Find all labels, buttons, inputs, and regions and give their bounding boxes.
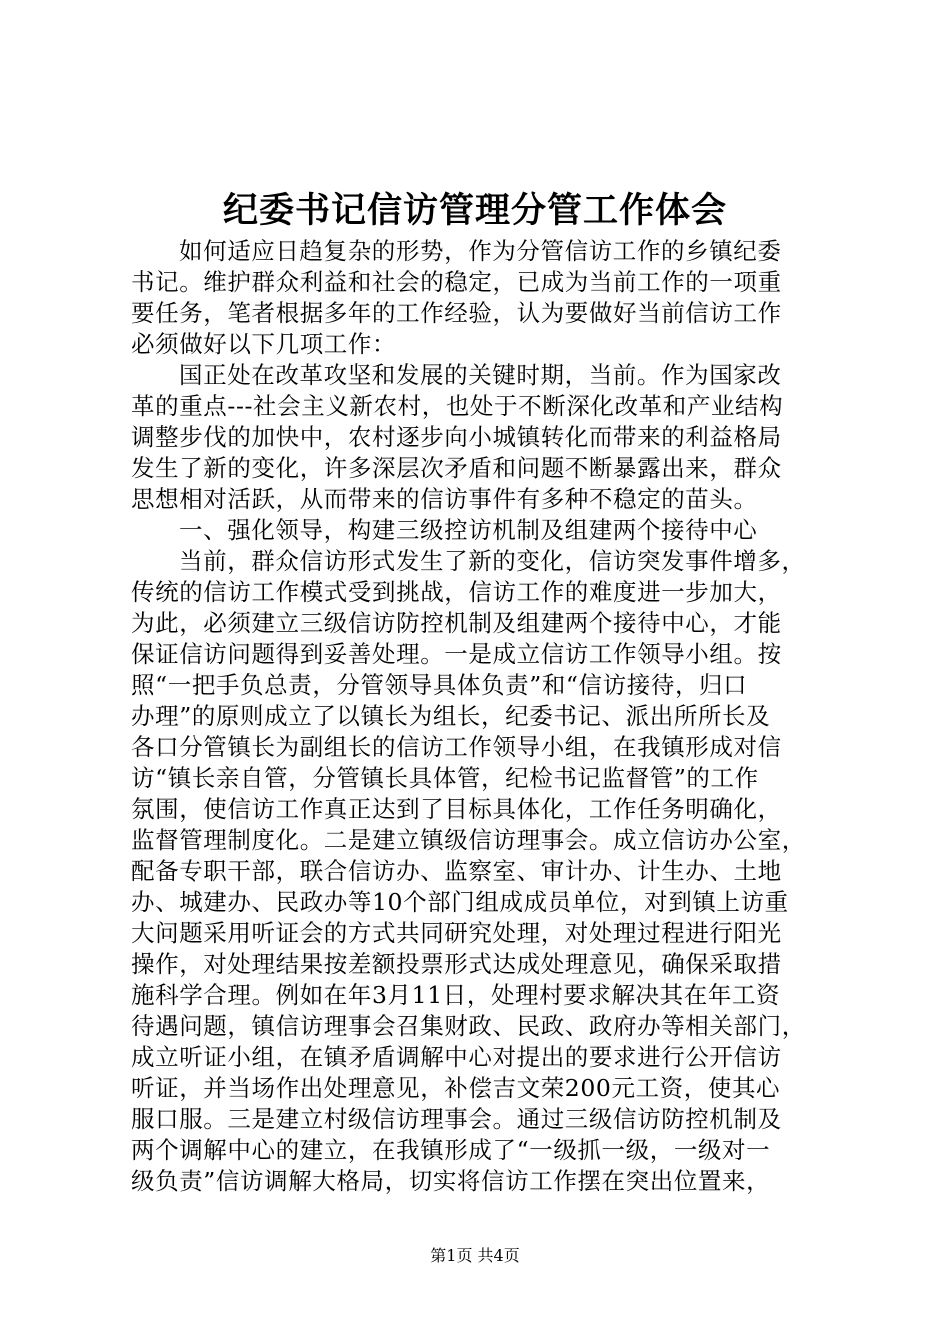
text-line: 发生了新的变化，许多深层次矛盾和问题不断暴露出来，群众 — [131, 454, 782, 482]
text-line: 传统的信访工作模式受到挑战，信访工作的难度进一步加大， — [131, 578, 782, 606]
text-line: 氛围，使信访工作真正达到了目标具体化，工作任务明确化， — [131, 795, 782, 823]
text-line: 办理”的原则成立了以镇长为组长，纪委书记、派出所所长及 — [131, 702, 771, 730]
text-line: 革的重点---社会主义新农村，也处于不断深化改革和产业结构 — [131, 392, 784, 420]
document-title: 纪委书记信访管理分管工作体会 — [222, 190, 727, 231]
text-line: 思想相对活跃，从而带来的信访事件有多种不稳定的苗头。 — [131, 485, 758, 513]
text-line: 保证信访问题得到妥善处理。一是成立信访工作领导小组。按 — [131, 640, 782, 668]
text-line: 各口分管镇长为副组长的信访工作领导小组，在我镇形成对信 — [131, 733, 782, 761]
text-line: 调整步伐的加快中，农村逐步向小城镇转化而带来的利益格局 — [131, 423, 782, 451]
text-line: 为此，必须建立三级信访防控机制及组建两个接待中心，才能 — [131, 609, 782, 637]
text-line: 大问题采用听证会的方式共同研究处理，对处理过程进行阳光 — [131, 919, 782, 947]
text-line: 照“一把手负总责，分管领导具体负责”和“信访接待，归口 — [131, 671, 748, 699]
text-line: 级负责”信访调解大格局，切实将信访工作摆在突出位置来， — [131, 1167, 771, 1195]
text-line: 当前，群众信访形式发生了新的变化，信访突发事件增多， — [179, 547, 806, 575]
text-line: 听证，并当场作出处理意见，补偿吉文荣200元工资，使其心 — [131, 1074, 781, 1102]
text-line: 要任务，笔者根据多年的工作经验，认为要做好当前信访工作 — [131, 299, 782, 327]
text-line: 书记。维护群众利益和社会的稳定，已成为当前工作的一项重 — [131, 268, 782, 296]
text-line: 国正处在改革攻坚和发展的关键时期，当前。作为国家改 — [179, 361, 782, 389]
text-line: 服口服。三是建立村级信访理事会。通过三级信访防控机制及 — [131, 1105, 782, 1133]
text-line: 如何适应日趋复杂的形势，作为分管信访工作的乡镇纪委 — [179, 237, 782, 265]
page-footer: 第1页 共4页 — [430, 1246, 520, 1265]
text-line: 施科学合理。例如在年3月11日，处理村要求解决其在年工资 — [131, 981, 781, 1009]
text-line: 必须做好以下几项工作： — [131, 330, 397, 358]
text-line: 两个调解中心的建立，在我镇形成了“一级抓一级，一级对一 — [131, 1136, 771, 1164]
text-line: 监督管理制度化。二是建立镇级信访理事会。成立信访办公室， — [131, 826, 806, 854]
text-line: 访“镇长亲自管，分管镇长具体管，纪检书记监督管”的工作 — [131, 764, 759, 792]
text-line: 办、城建办、民政办等10个部门组成成员单位，对到镇上访重 — [131, 888, 789, 916]
document-body — [131, 236, 843, 1197]
text-line: 成立听证小组，在镇矛盾调解中心对提出的要求进行公开信访 — [131, 1043, 782, 1071]
text-line: 配备专职干部，联合信访办、监察室、审计办、计生办、土地 — [131, 857, 782, 885]
text-line: 一、强化领导，构建三级控访机制及组建两个接待中心 — [179, 516, 758, 544]
text-line: 操作，对处理结果按差额投票形式达成处理意见，确保采取措 — [131, 950, 782, 978]
text-line: 待遇问题，镇信访理事会召集财政、民政、政府办等相关部门， — [131, 1012, 806, 1040]
